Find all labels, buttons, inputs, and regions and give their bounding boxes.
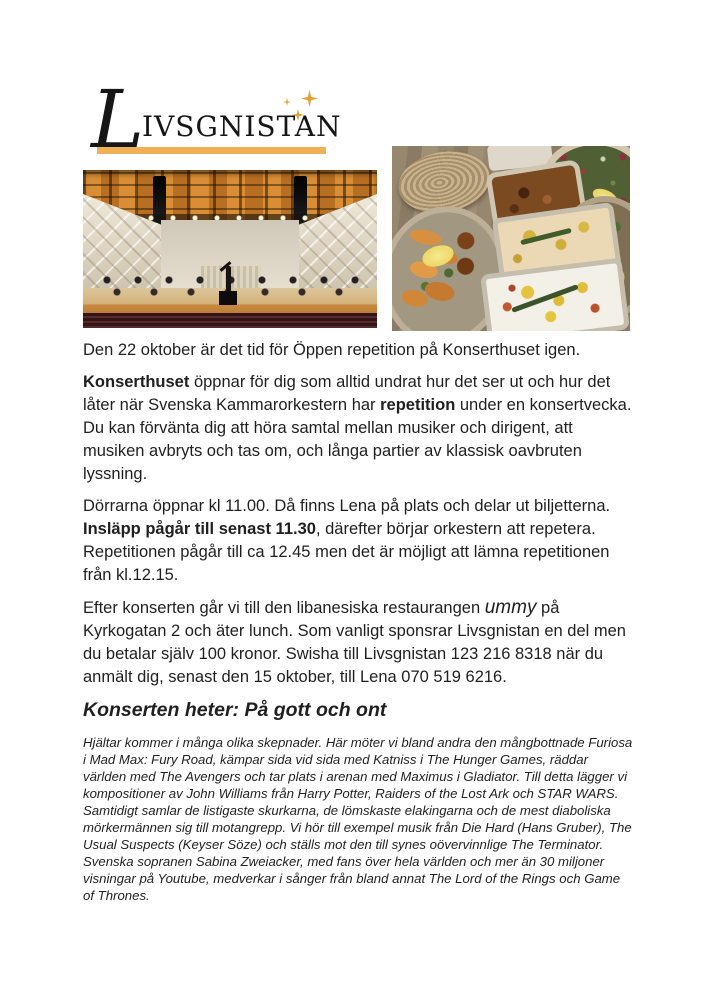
bold-repetition: repetition — [380, 396, 456, 414]
lebanese-food-photo — [392, 146, 630, 331]
lunch-paragraph — [83, 596, 633, 689]
audience-seats — [83, 313, 377, 328]
sparkle-star-icon — [301, 90, 318, 107]
logo-wordmark: IVSGNISTAN — [142, 110, 342, 143]
restaurant-name: ummy — [484, 597, 537, 618]
program-description-paragraph: Hjältar kommer i många olika skepnader. Här möter vi bland andra den mångbottnade Furiosa i Mad Max: Fury Road, kämpar sida vid sida med Katniss i The Hunger Games, räddar världen med The Avengers och tar plats i arenan med Maximus i Gladiator. Till detta lägger vi kompositioner av John Williams från Harry Potter, Raiders of the Lost Ark och STAR WARS. Samtidigt samlar de listigaste skurkarna, de lömskaste elakingarna och de mest diaboliska mörkermännen sig till motangrepp. Vi hör till exempel musik från Die Hard (Hans Gruber), The Usual Suspects (Keyser Söze) och ställs mot den till synes oövervinnlige The Terminator. Svenska sopranen Sabina Zweiacker, med fans över hela världen och mer än 30 miljoner visningar på Youtube, medverkar i sånger från bland annat The Lord of the Rings och Game of Thrones. — [83, 735, 633, 903]
logo-script-initial: L — [91, 73, 145, 166]
body-text: öppnar för dig som alltid undrat hur det ser ut och hur det låter när Svenska Kammarorkestern har — [83, 373, 611, 414]
conductor — [226, 266, 231, 291]
body-text: under en konsertvecka. Du kan förvänta dig att höra samtal mellan musiker och dirigent, att musiken avbryts och tas om, och långa partier av klassisk oavbruten lyssning. — [83, 396, 632, 483]
bold-entry-time: Insläpp pågår till senast 11.30 — [83, 520, 316, 538]
concert-hall-photo — [83, 170, 377, 328]
body-text: , därefter börjar orkestern att repetera. Repetitionen pågår till ca 12.45 men det är möjligt att lämna repetitionen från kl.12.15. — [83, 520, 610, 584]
doors-paragraph — [83, 495, 633, 587]
body-text: Dörrarna öppnar kl 11.00. Då finns Lena på plats och delar ut biljetterna. — [83, 497, 611, 515]
concert-title-heading: Konserten heter: På gott och ont — [83, 699, 387, 721]
conductor-podium — [219, 291, 237, 305]
intro-paragraph: Den 22 oktober är det tid för Öppen repetition på Konserthuset igen. — [83, 341, 581, 359]
bold-konserthuset: Konserthuset — [83, 373, 190, 391]
body-text: på Kyrkogatan 2 och äter lunch. Som vanligt sponsrar Livsgnistan en del men du betalar själv 100 kronor. Swisha till Livsgnistan 123 216 8318 när du anmält dig, senast den 15 oktober, till Lena 070 519 6216. — [83, 599, 626, 686]
sparkle-star-icon — [283, 98, 291, 106]
body-text: Efter konserten går vi till den libanesiska restaurangen — [83, 599, 485, 617]
livsgnistan-logo — [91, 73, 355, 168]
konserthuset-paragraph — [83, 371, 633, 486]
newsletter-body — [83, 339, 633, 904]
